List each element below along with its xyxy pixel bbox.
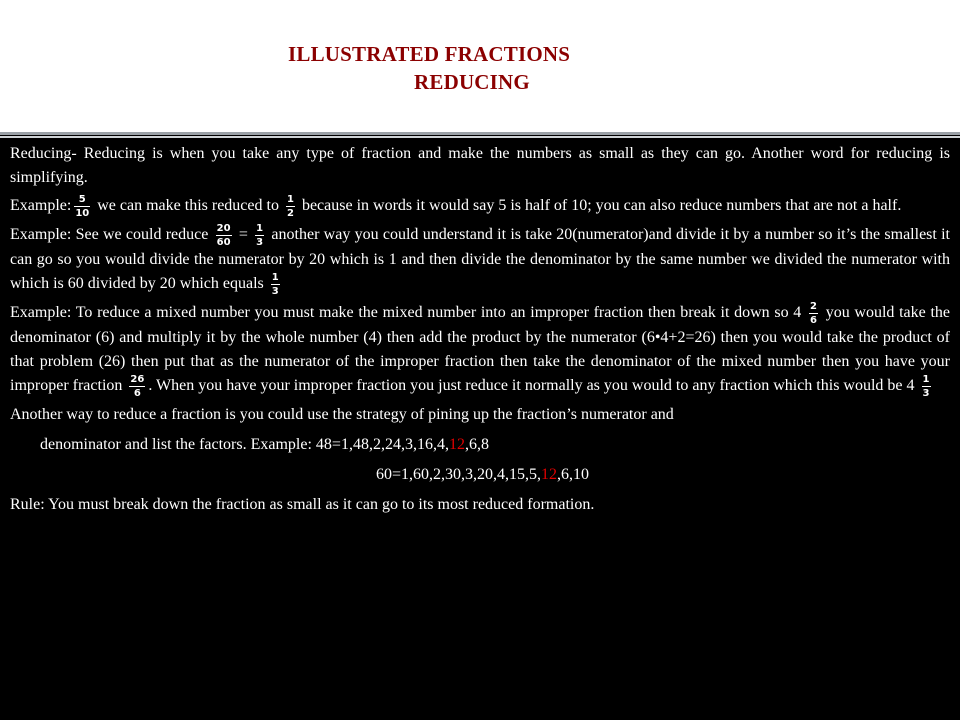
example-half-paragraph: Example: $\frac{5}{10}$ we can make this reduced to $\frac{1}{2}$ because in words it would say 5 is half of 10; you can also reduce numbers that are not a half. <box>10 194 902 219</box>
common-factor-48: 12 <box>448 436 465 453</box>
definition-paragraph: Reducing- Reducing is when you take any type of fraction and make the numbers as small as they can go. Another word for reducing is simplifying. <box>10 145 950 186</box>
page-title: ILLUSTRATED FRACTIONS <box>288 42 571 66</box>
lesson-body <box>10 142 950 521</box>
page-subtitle: REDUCING <box>414 70 530 94</box>
fraction-1-3-result: $\frac{1}{3}$ <box>271 272 279 297</box>
factor-strategy-line2: denominator and list the factors. Example: 48=1,48,2,24,3,16,4,12,6,8 <box>40 436 489 453</box>
rule-paragraph: Rule: You must break down the fraction as small as it can go to its most reduced formation. <box>10 496 595 513</box>
header-divider-light <box>0 136 960 138</box>
fraction-2-6: $\frac{2}{6}$ <box>810 301 817 326</box>
fraction-20-60: $\frac{20}{60}$ <box>216 223 231 248</box>
title-header <box>0 0 960 132</box>
fraction-1-3-mixed: $\frac{1}{3}$ <box>922 374 930 399</box>
common-factor-60: 12 <box>541 466 558 483</box>
fraction-1-3: $\frac{1}{3}$ <box>256 223 264 248</box>
fraction-5-10: $\frac{5}{10}$ <box>75 194 90 219</box>
factor-strategy-line1: Another way to reduce a fraction is you could use the strategy of pining up the fraction’s numerator and <box>10 406 674 423</box>
fraction-26-6: $\frac{26}{6}$ <box>130 374 145 399</box>
fraction-1-2: $\frac{1}{2}$ <box>286 194 294 219</box>
example-divide-paragraph: Example: See we could reduce $\frac{20}{60}$ = $\frac{1}{3}$ another way you could understand it is take 20(numerator)and divide it by a number so it’s the smallest it can go so you would divide the numerator by 20 which is 1 and then divide the denominator by the same number we divided the numerator with which is 60 divided by 20 which equals $\frac{1}{3}$ <box>10 223 951 297</box>
factor-strategy-line3: 60=1,60,2,30,3,20,4,15,5,12,6,10 <box>376 466 590 483</box>
example-mixed-number-paragraph: Example: To reduce a mixed number you must make the mixed number into an improper fraction then break it down so 4 $\frac{2}{6}$ you would take the denominator (6) and multiply it by the whole number (4) then add the product by the numerator (6•4+2=26) then you would take the product of that problem (26) then put that as the numerator of the improper fraction then take the denominator of the mixed number then you have your improper fraction $\frac{26}{6}$ . When you have your improper fraction you just reduce it normally as you would to any fraction which this would be 4 $\frac{1}{3}$ <box>10 301 950 399</box>
header-divider <box>0 132 960 135</box>
